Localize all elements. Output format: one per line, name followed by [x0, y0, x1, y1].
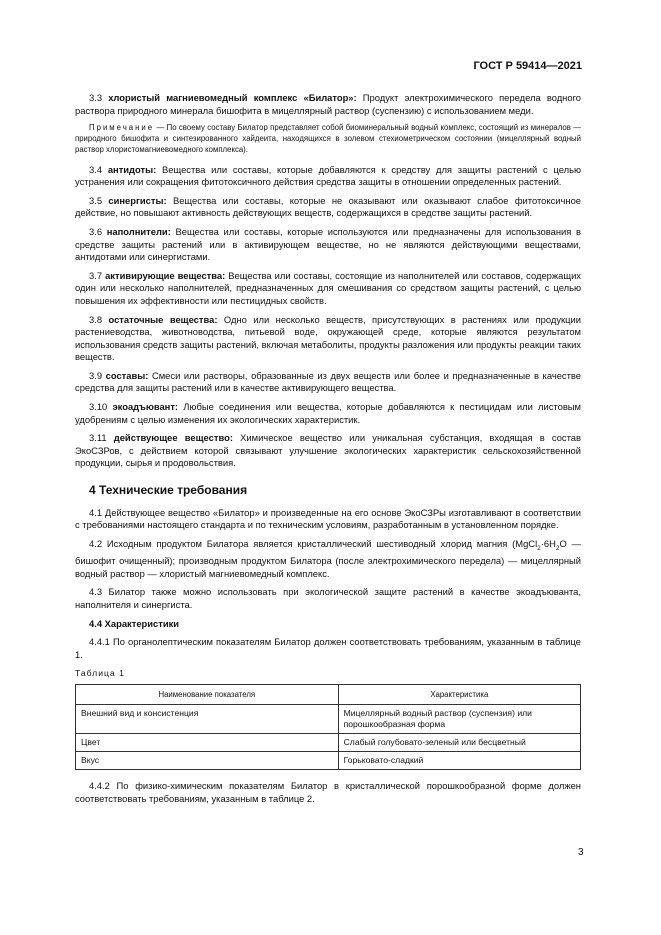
table-cell: Горьковато-сладкий — [338, 752, 580, 770]
clause-3-3 — [75, 92, 581, 117]
clause-4-2 — [75, 538, 581, 581]
text-part: 4.2 Исходным продуктом Билатора является кристаллический шестиводный хлорид магния (MgCl — [89, 537, 538, 549]
definition: Продукт электрохимического передела водного раствора природного минерала бишофита в мицеллярный раствор (суспензию) с использованием меди. — [75, 92, 581, 116]
note — [75, 123, 581, 155]
term: экоадъювант: — [112, 401, 179, 413]
column-header: Характеристика — [338, 685, 580, 705]
text-part: O — бишофит очищенный); производным продуктом Билатора (после электрохимического передела) — мицеллярный водный раствор — хлористый магниевомедный комплекс. — [75, 537, 581, 579]
table-row — [76, 705, 581, 734]
table-cell: Мицеллярный водный раствор (суспензия) или порошкообразная форма — [338, 705, 580, 734]
clause-number: 3.9 — [89, 369, 103, 381]
term: активирующие вещества: — [105, 269, 226, 281]
subscript: 2 — [537, 544, 541, 552]
definition: Одно или несколько веществ, присутствующих в растениях или продукции растениеводства, животноводства, питьевой воде, окружающей среде, которые являются результатом использования средств защиты растений, включая метаболиты, продукты разложения или продукты реакции таких веществ. — [75, 313, 581, 363]
text-part: ·6H — [540, 537, 556, 549]
definition: Вещества или составы, которые добавляются к средству для защиты растений с целью устранения или сокращения фитотоксичного действия средства защиты в отношении определенных растений. — [75, 163, 582, 188]
term: остаточные вещества: — [108, 313, 218, 325]
clause-number: 3.5 — [89, 194, 103, 206]
clause-4-3: 4.3 Билатор также можно использовать при экологической защите растений в качестве экоадъюванта, наполнителя и синергиста. — [75, 586, 581, 611]
clause-3-8 — [75, 314, 581, 364]
table-row — [76, 734, 581, 752]
term: наполнители: — [106, 225, 171, 237]
clause-3-10 — [75, 401, 581, 426]
definition: Любые соединения или вещества, которые добавляются к пестицидам или листовым удобрениям с целью изменения их экологических характеристик. — [75, 401, 581, 425]
term: синергисты: — [108, 194, 167, 206]
clause-3-4 — [75, 164, 581, 189]
table-header-row — [76, 685, 581, 705]
clause-3-5 — [75, 195, 581, 220]
subscript: 2 — [555, 544, 560, 552]
definition: Вещества или составы, которые не оказывают или оказывают слабое фитотоксичное действие, но повышают активность действующих веществ, содержащихся в средстве защиты растений. — [75, 194, 581, 219]
section-title: 4 Технические требования — [89, 483, 248, 498]
column-header: Наименование показателя — [76, 685, 339, 705]
clause-4-1: 4.1 Действующее вещество «Билатор» и произведенные на его основе ЭкоСЗРы изготавливают в соответствии с требованиями настоящего стандарта и по техническим условиям, разработанным в установленном порядке. — [75, 506, 581, 531]
clause-3-7 — [75, 270, 581, 308]
definition: Вещества или составы, которые используются или предназначены для использования в средстве защиты растений или в активирующем веществе, но не являются действующими веществами, антидотами или синергистами. — [75, 225, 581, 263]
clause-4-4-1: 4.4.1 По органолептическим показателям Билатор должен соответствовать требованиям, указанным в таблице 1. — [75, 636, 581, 660]
table-cell: Цвет — [76, 734, 339, 752]
clause-number: 3.11 — [89, 432, 107, 444]
term: хлористый магниевомедный комплекс «Билатор»: — [108, 92, 357, 103]
clause-4-4-2: 4.4.2 По физико-химическим показателям Билатор в кристаллической порошкообразной форме должен соответствовать требованиям, указанным в таблице 2. — [75, 780, 581, 804]
table-cell: Внешний вид и консистенция — [76, 705, 339, 734]
clause-3-11 — [75, 432, 581, 470]
clause-3-6 — [75, 226, 581, 264]
standard-header: ГОСТ Р 59414—2021 — [473, 60, 582, 72]
definition: Вещества или составы, состоящие из наполнителей или составов, содержащих один или несколько наполнителей, предназначенных для смешивания со средством защиты растений, с целью повышения их эффективности или пестицидных свойств. — [75, 269, 581, 306]
clause-number: 3.3 — [89, 92, 103, 103]
clause-number: 3.7 — [89, 269, 103, 281]
clause-number: 3.6 — [89, 225, 103, 237]
subsection-title: 4.4 Характеристики — [89, 617, 180, 629]
clause-number: 3.4 — [89, 163, 103, 175]
table-cell: Слабый голубовато-зеленый или бесцветный — [338, 734, 580, 752]
note-label: Примечание — [89, 123, 155, 133]
page-number: 3 — [578, 847, 584, 858]
table-row — [76, 752, 581, 770]
clause-3-9 — [75, 370, 581, 395]
table-cell: Вкус — [76, 752, 339, 770]
table-caption: Таблица 1 — [75, 668, 125, 679]
table-1 — [75, 684, 581, 770]
definition: Химическое вещество или уникальная субстанция, входящая в состав ЭкоСЗРов, с действием которой связывают улучшение экологических характеристик сельскохозяйственной продукции, сырья и продовольствия. — [75, 432, 581, 469]
clause-number: 3.10 — [89, 401, 108, 413]
definition: Смеси или растворы, образованные из двух веществ или более и предназначенные в качестве средства для защиты растений или в качестве активирующего вещества. — [75, 369, 581, 394]
clause-number: 3.8 — [89, 313, 103, 325]
note-text: — По своему составу Билатор представляет собой биоминеральный водный комплекс, состоящий из минералов — природного бишофита и синтезированного хайдеита, находящихся в золевом стехиометрическом состоянии (мицеллярный водный раствор хлористомагниевомедного комплекса). — [75, 123, 581, 154]
term: действующее вещество: — [113, 432, 233, 444]
page-content — [75, 92, 581, 811]
term: антидоты: — [107, 163, 157, 175]
term: составы: — [105, 369, 149, 381]
